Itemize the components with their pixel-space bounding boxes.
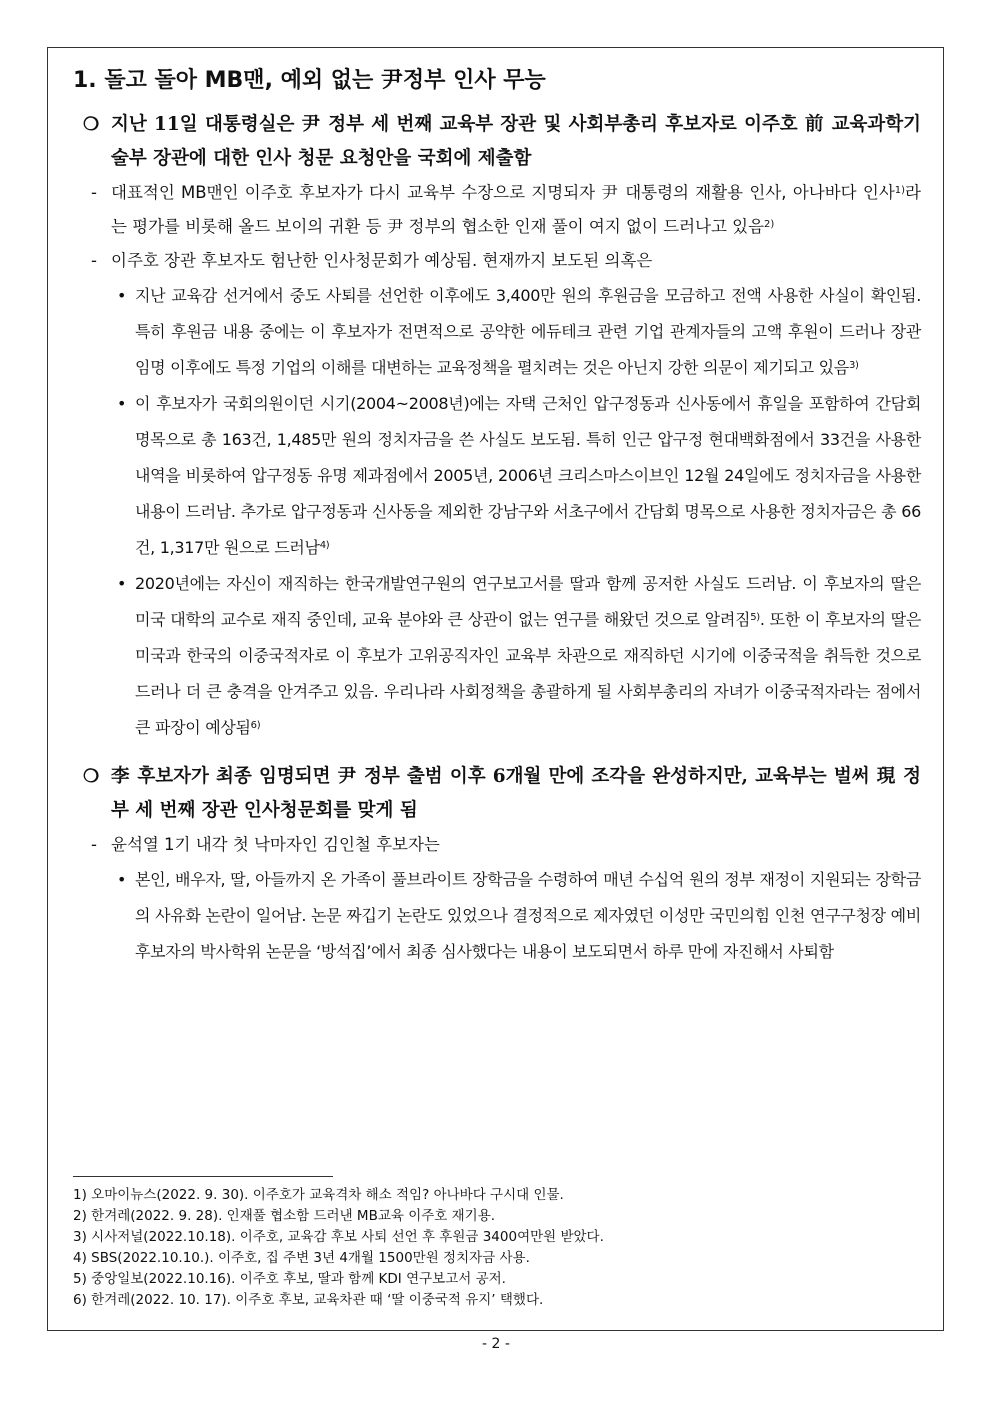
point-2-dash-1: - 윤석열 1기 내각 첫 낙마자인 김인철 후보자는 [73, 828, 921, 862]
footnote-1: 1) 오마이뉴스(2022. 9. 30). 이주호가 교육격차 해소 적임? 아나바다 구시대 인물. [73, 1187, 564, 1203]
point-1-bullet-2: • 이 후보자가 국회의원이던 시기(2004~2008년)에는 자택 근처인 압구정동과 신사동에서 휴일을 포함하여 간담회 명목으로 총 163건, 1,485만 원의 정치자금을 쓴 사실도 보도됨. 특히 인근 압구정 현대백화점에서 33건을 사용한 내역을 비롯하여 압구정동 유명 제과점에서 2005년, 2006년 크리스마스이브인 12월 24일에도 정치자금을 사용한 내용이 드러남. 추가로 압구정동과 신사동을 제외한 강남구와 서초구에서 간담회 명목으로 사용한 정치자금은 총 66건, 1,317만 원으로 드러남$^{4)}$ [73, 386, 921, 566]
dot-marker: • [117, 394, 127, 413]
point-2-bullet-1: • 본인, 배우자, 딸, 아들까지 온 가족이 풀브라이트 장학금을 수령하여 매년 수십억 원의 정부 재정이 지원되는 장학금의 사유화 논란이 일어남. 논문 짜깁기 논란도 있었으나 결정적으로 제자였던 이성만 국민의힘 인천 연구구청장 예비후보자의 박사학위 논문을 ‘방석집’에서 최종 심사했다는 내용이 보도되면서 하루 만에 자진해서 사퇴함 [73, 862, 921, 970]
footnote-ref-1[interactable]: 1) [894, 185, 906, 196]
point-1-bullet-3: • 2020년에는 자신이 재직하는 한국개발연구원의 연구보고서를 딸과 함께 공저한 사실도 드러남. 이 후보자의 딸은 미국 대학의 교수로 재직 중인데, 교육 분야와 큰 상관이 없는 연구를 해왔던 것으로 알려짐$^{5)}$. 또한 이 후보자의 딸은 미국과 한국의 이중국적자로 이 후보가 고위공직자인 교육부 차관으로 재직하던 시기에 이중국적을 취득한 것으로 드러나 더 큰 충격을 안겨주고 있음. 우리나라 사회정책을 총괄하게 될 사회부총리의 자녀가 이중국적자라는 점에서 큰 파장이 예상됨$^{6)}$ [73, 566, 921, 746]
point-2-text: 李 후보자가 최종 임명되면 尹 정부 출범 이후 6개월 만에 조각을 완성하지만, 교육부는 벌써 現 정부 세 번째 장관 인사청문회를 맞게 됨 [111, 766, 921, 821]
circle-bullet-icon: ❍ [83, 114, 100, 135]
footnote-3: 3) 시사저널(2022.10.18). 이주호, 교육감 후보 사퇴 선언 후 후원금 3400여만원 받았다. [73, 1229, 604, 1245]
dot-marker: • [117, 286, 127, 305]
point-1 [73, 108, 921, 176]
content [73, 66, 921, 970]
footnote-ref-3[interactable]: 3) [848, 360, 859, 371]
point-1-dash-1: - 대표적인 MB맨인 이주호 후보자가 다시 교육부 수장으로 지명되자 尹 대통령의 재활용 인사, 아나바다 인사$^{1)}$라는 평가를 비롯해 올드 보이의 귀환 등 尹 정부의 협소한 인재 풀이 여지 없이 드러나고 있음$^{2)}$ [73, 176, 921, 244]
dash-marker: - [91, 835, 97, 854]
footnote-4: 4) SBS(2022.10.10.). 이주호, 집 주변 3년 4개월 1500만원 정치자금 사용. [73, 1250, 530, 1266]
point-1-dash-2: - 이주호 장관 후보자도 험난한 인사청문회가 예상됨. 현재까지 보도된 의혹은 [73, 244, 921, 278]
footnote-ref-6[interactable]: 6) [250, 720, 261, 731]
section-title: 1. 돌고 돌아 MB맨, 예외 없는 尹정부 인사 무능 [73, 68, 546, 93]
circle-bullet-icon: ❍ [83, 766, 100, 787]
dash-marker: - [91, 183, 97, 202]
point-2 [73, 760, 921, 828]
footnotes [73, 1185, 921, 1311]
page-number: - 2 - [482, 1336, 510, 1352]
footnote-2: 2) 한겨레(2022. 9. 28). 인재풀 협소함 드러낸 MB교육 이주호 재기용. [73, 1208, 496, 1224]
footnote-ref-5[interactable]: 5) [750, 612, 760, 623]
footnote-divider [73, 1176, 333, 1177]
point-1-text: 지난 11일 대통령실은 尹 정부 세 번째 교육부 장관 및 사회부총리 후보자로 이주호 前 교육과학기술부 장관에 대한 인사 청문 요청안을 국회에 제출함 [111, 114, 921, 169]
page-frame [47, 47, 944, 1331]
dot-marker: • [117, 574, 127, 593]
dash-marker: - [91, 251, 97, 270]
dot-marker: • [117, 870, 127, 889]
footnote-ref-2[interactable]: 2) [764, 219, 775, 230]
footnote-6: 6) 한겨레(2022. 10. 17). 이주호 후보, 교육차관 때 ‘딸 이중국적 유지’ 택했다. [73, 1292, 544, 1308]
point-1-bullet-1: • 지난 교육감 선거에서 중도 사퇴를 선언한 이후에도 3,400만 원의 후원금을 모금하고 전액 사용한 사실이 확인됨. 특히 후원금 내용 중에는 이 후보자가 전면적으로 공약한 에듀테크 관련 기업 관계자들의 고액 후원이 드러나 장관 임명 이후에도 특정 기업의 이해를 대변하는 교육정책을 펼치려는 것은 아닌지 강한 의문이 제기되고 있음$^{3)}$ [73, 278, 921, 386]
footnote-5: 5) 중앙일보(2022.10.16). 이주호 후보, 딸과 함께 KDI 연구보고서 공저. [73, 1271, 506, 1287]
footnote-ref-4[interactable]: 4) [319, 540, 330, 551]
